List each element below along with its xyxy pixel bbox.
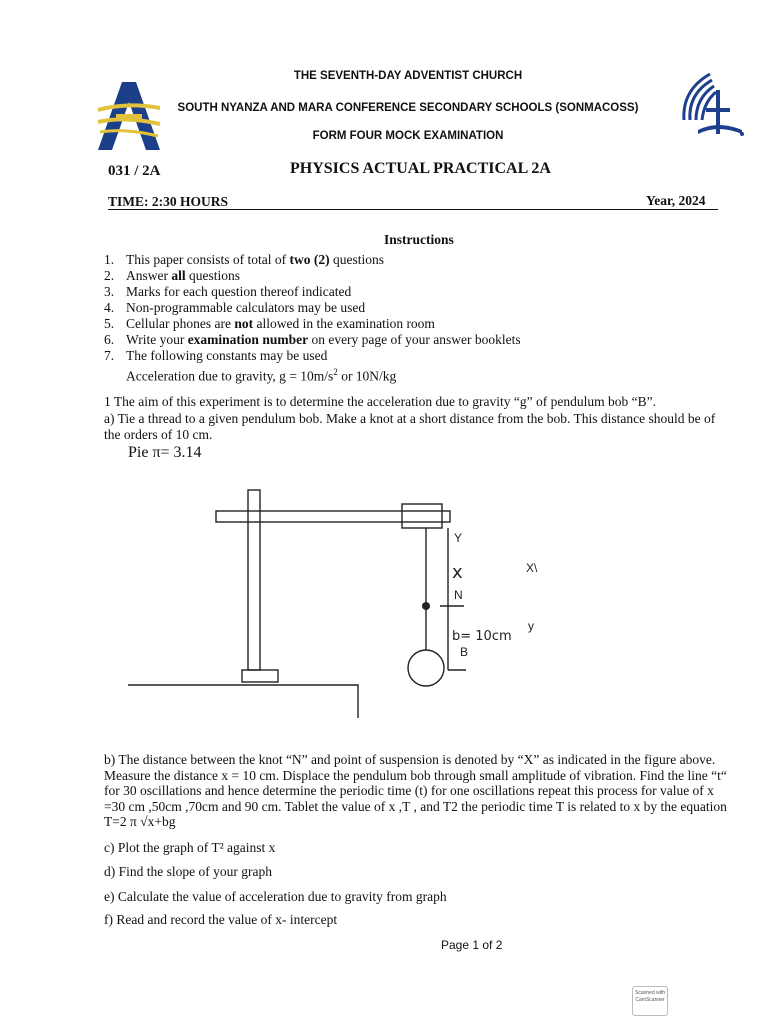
question-1c: c) Plot the graph of T² against x xyxy=(104,840,276,855)
question-1d: d) Find the slope of your graph xyxy=(104,864,272,879)
instruction-item: 1. This paper consists of total of two (2) questions xyxy=(104,252,384,267)
label-x-right: X\ xyxy=(526,561,538,575)
header-divider xyxy=(108,209,718,210)
page-number: Page 1 of 2 xyxy=(441,938,503,952)
question-1f: f) Read and record the value of x- intercept xyxy=(104,912,338,927)
stand-base xyxy=(242,670,278,682)
exam-year: Year, 2024 xyxy=(646,193,706,208)
question-1e: e) Calculate the value of acceleration due to gravity from graph xyxy=(104,889,447,904)
stand-arm xyxy=(216,511,450,522)
instruction-item: 3. Marks for each question thereof indicated xyxy=(104,284,352,299)
instructions-heading: Instructions xyxy=(384,232,454,247)
conference-name: SOUTH NYANZA AND MARA CONFERENCE SECONDARY SCHOOLS (SONMACOSS) xyxy=(177,102,639,114)
pi-value: Pie π= 3.14 xyxy=(128,444,202,461)
question-1a: a) Tie a thread to a given pendulum bob. Make a knot at a short distance from the bob. This distance should be of the orders of 10 cm. xyxy=(104,411,716,442)
paper-title: PHYSICS ACTUAL PRACTICAL 2A xyxy=(290,160,551,177)
pendulum-bob xyxy=(408,650,444,686)
instruction-item: 6. Write your examination number on every page of your answer booklets xyxy=(104,332,521,347)
paper-code: 031 / 2A xyxy=(108,163,161,179)
label-b: B xyxy=(460,645,469,659)
knot-n xyxy=(422,602,430,610)
pendulum-diagram xyxy=(120,482,560,722)
gravity-constant: Acceleration due to gravity, $g = 10m/s^2$ or 10N/kg xyxy=(126,367,397,384)
exam-duration: TIME: 2:30 HOURS xyxy=(108,194,229,209)
bench-edge xyxy=(128,685,358,718)
label-n: N xyxy=(454,588,463,602)
instruction-item: 4. Non-programmable calculators may be used xyxy=(104,300,366,315)
stand-rod xyxy=(248,490,260,670)
adventist-church-logo-icon xyxy=(676,68,748,150)
label-b-length: b= 10cm xyxy=(452,629,512,644)
instruction-item: 5. Cellular phones are not allowed in the examination room xyxy=(104,316,435,331)
exam-name: FORM FOUR MOCK EXAMINATION xyxy=(312,130,504,142)
instructions-list xyxy=(104,252,521,385)
question-1b: b) The distance between the knot “N” and point of suspension is denoted by “X” as indicated in the figure above. Measure the distance x = 10 cm. Displace the pendulum bob through small amplitude of vibration. Find the line “t“ for 30 oscillations and hence determine the periodic time (t) for one oscillations repeat this process for value of x =30 cm ,50cm ,70cm and 90 cm. Tablet the value of x ,T , and T2 the periodic time T is related to x by the equation T=2 π √x+bg xyxy=(104,752,727,829)
label-y-right: y xyxy=(528,619,534,633)
question-1-aim: 1 The aim of this experiment is to determine the acceleration due to gravity “g” of pendulum bob “B”. xyxy=(104,394,656,409)
instruction-item: 2. Answer all questions xyxy=(104,268,241,283)
label-x: x xyxy=(452,562,463,583)
instruction-item: 7. The following constants may be used xyxy=(104,348,328,363)
clamp-block xyxy=(402,504,442,528)
scanner-watermark: Scanned with CamScanner xyxy=(632,986,668,1016)
church-name: THE SEVENTH-DAY ADVENTIST CHURCH xyxy=(293,70,523,82)
label-y: Y xyxy=(454,531,463,545)
